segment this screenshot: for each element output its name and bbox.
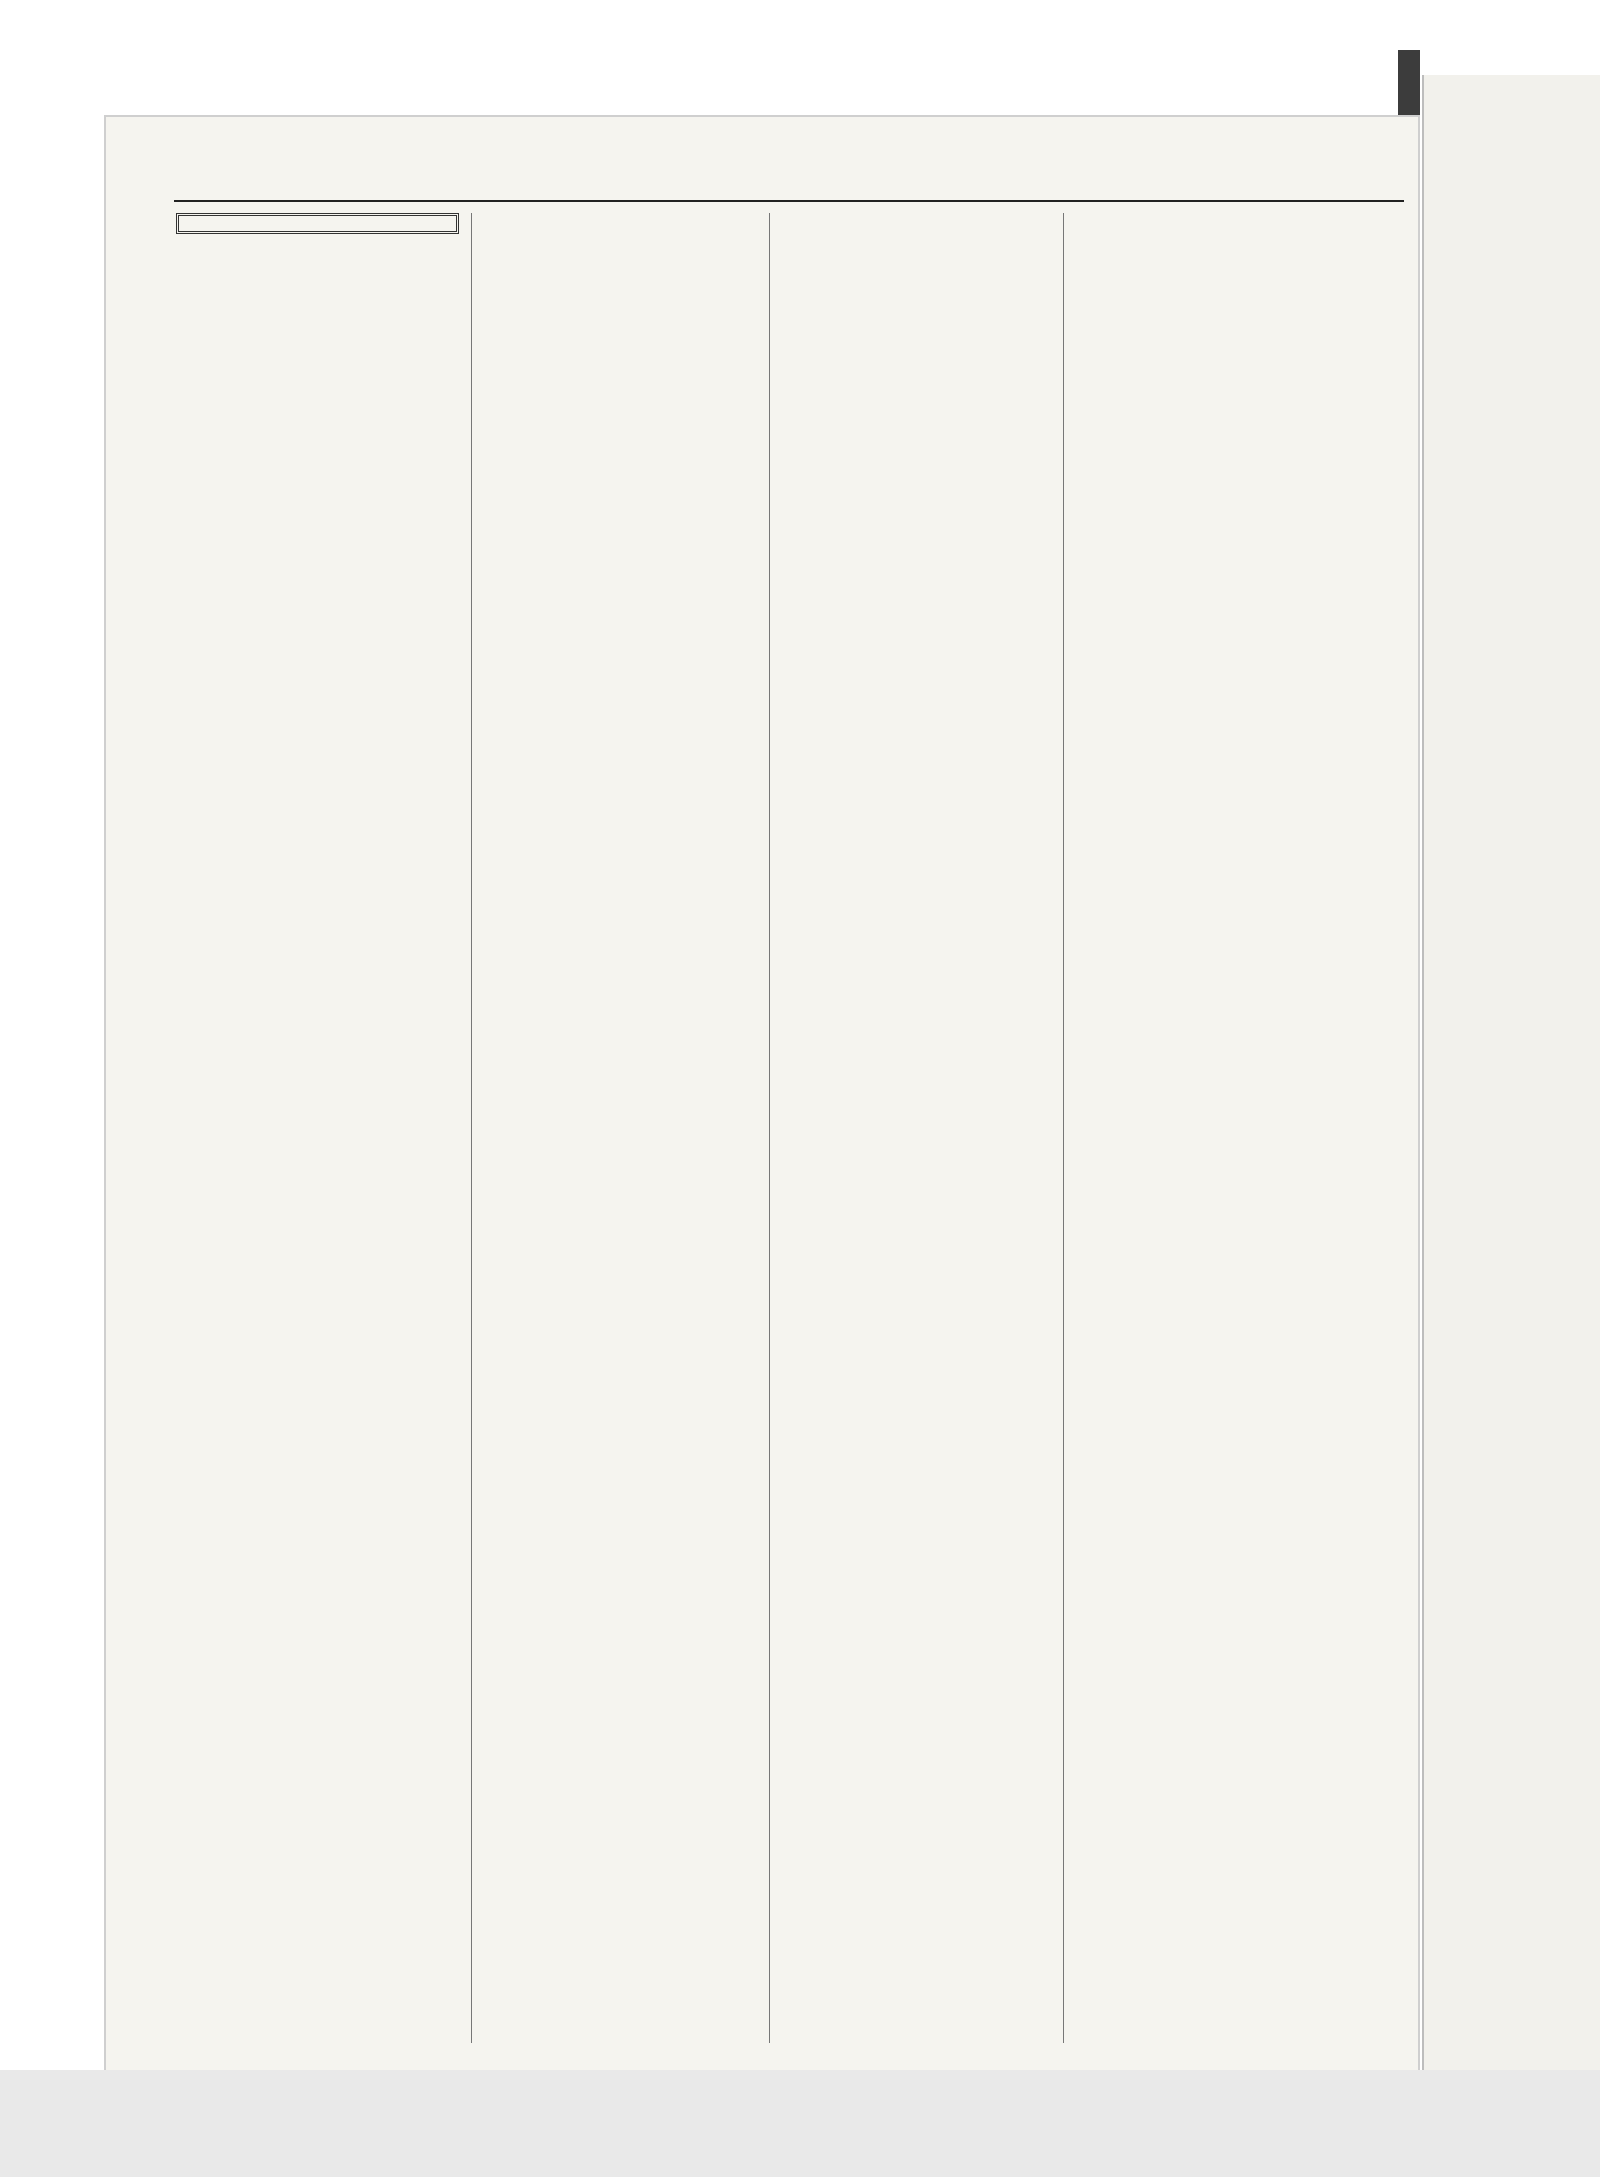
phone-exchange-strip	[134, 577, 174, 1697]
column-1	[170, 209, 465, 2059]
column-divider	[769, 213, 770, 2043]
column-divider	[471, 213, 472, 2043]
column-3	[774, 209, 1059, 2059]
directory-page	[104, 115, 1420, 2074]
scan-bottom-margin	[0, 2070, 1600, 2177]
neighbor-page	[1422, 75, 1600, 2075]
page-header	[174, 160, 1404, 202]
column-divider	[1063, 213, 1064, 2043]
advertisement-box	[176, 213, 459, 234]
column-4	[1069, 209, 1359, 2059]
side-label	[18, 760, 64, 1360]
column-2	[476, 209, 766, 2059]
